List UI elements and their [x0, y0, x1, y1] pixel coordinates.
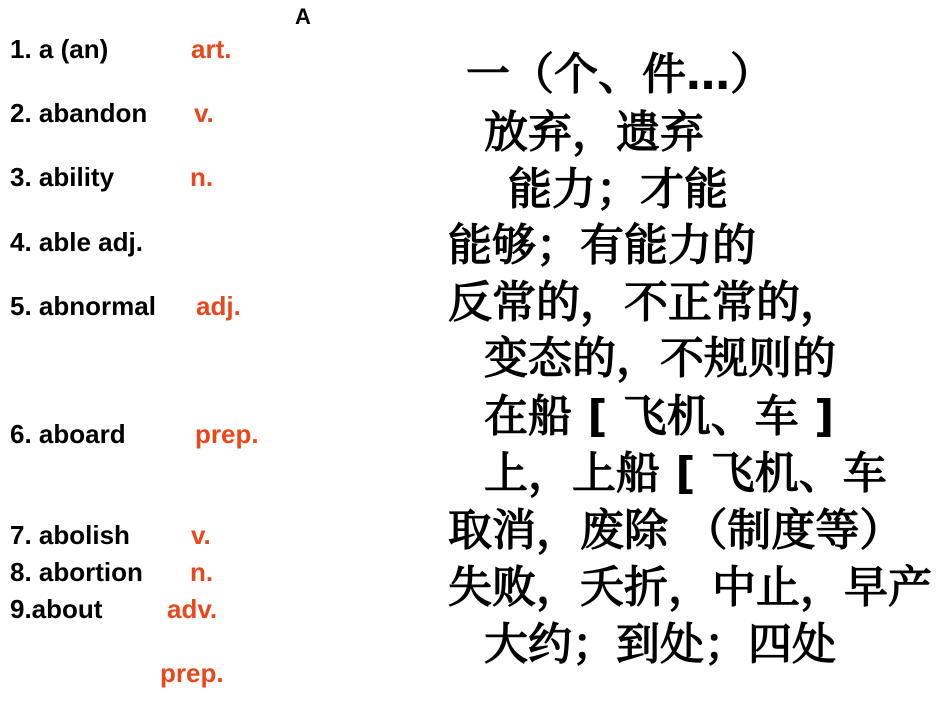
definition-line: 失败，夭折，中止，早产	[448, 562, 932, 613]
entry-pos: adv.	[167, 594, 218, 624]
definition-line: 放弃，遗弃	[484, 107, 704, 158]
entry-pos: art.	[191, 34, 232, 64]
entry-pos: n.	[190, 557, 214, 587]
entry-word: 9.about	[10, 594, 103, 624]
definition-line: 反常的，不正常的，	[448, 277, 844, 328]
entry-word: 6. aboard	[10, 419, 126, 449]
entry-word: 3. ability	[10, 162, 115, 192]
entry-word: 1. a (an)	[10, 34, 109, 64]
entry-pos: v.	[191, 520, 211, 550]
entry-pos: prep.	[195, 419, 259, 449]
definition-line: 一（个、件…）	[466, 49, 774, 100]
definition-line: 上，上船 [ 飞机、车	[484, 448, 887, 499]
entry-word: 2. abandon	[10, 98, 148, 128]
entry-word: 4. able adj.	[10, 227, 143, 257]
definition-line: 能够；有能力的	[448, 220, 756, 271]
section-letter: A	[295, 4, 311, 29]
definition-line: 大约；到处；四处	[484, 619, 836, 670]
definition-line: 在船 [ 飞机、车 ]	[484, 391, 835, 442]
entry-pos: v.	[194, 98, 214, 128]
definition-line: 取消，废除 （制度等）	[448, 505, 904, 556]
entry-word: 5. abnormal	[10, 291, 156, 321]
entry-word: 8. abortion	[10, 557, 143, 587]
entry-pos: adj.	[196, 291, 241, 321]
definition-line: 能力；才能	[508, 164, 728, 215]
entry-word: 7. abolish	[10, 520, 130, 550]
entry-pos-extra: prep.	[160, 658, 224, 688]
entry-pos: n.	[190, 162, 214, 192]
definition-line: 变态的，不规则的	[484, 333, 836, 384]
